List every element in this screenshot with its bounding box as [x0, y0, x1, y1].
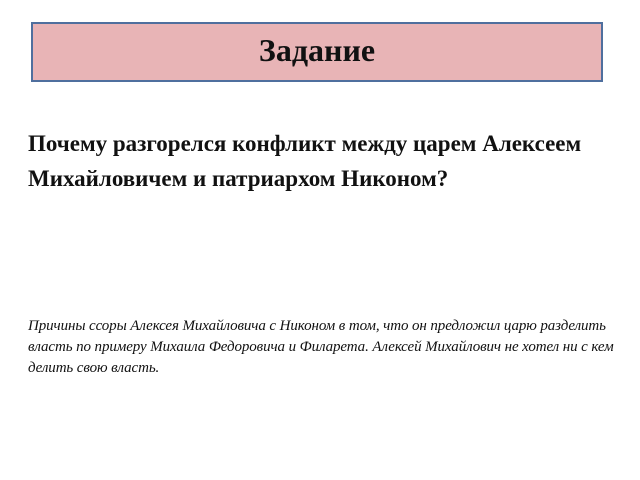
answer-text: Причины ссоры Алексея Михайловича с Никоном в том, что он предложил царю разделить власть по примеру Михаила Федоровича и Филарета. Алексей Михайлович не хотел ни с кем делить свою власть.: [28, 318, 614, 376]
title-banner: [31, 22, 603, 82]
question-text: Почему разгорелся конфликт между царем Алексеем Михайловичем и патриархом Никоном?: [28, 131, 582, 191]
slide-title: Задание: [258, 32, 376, 68]
